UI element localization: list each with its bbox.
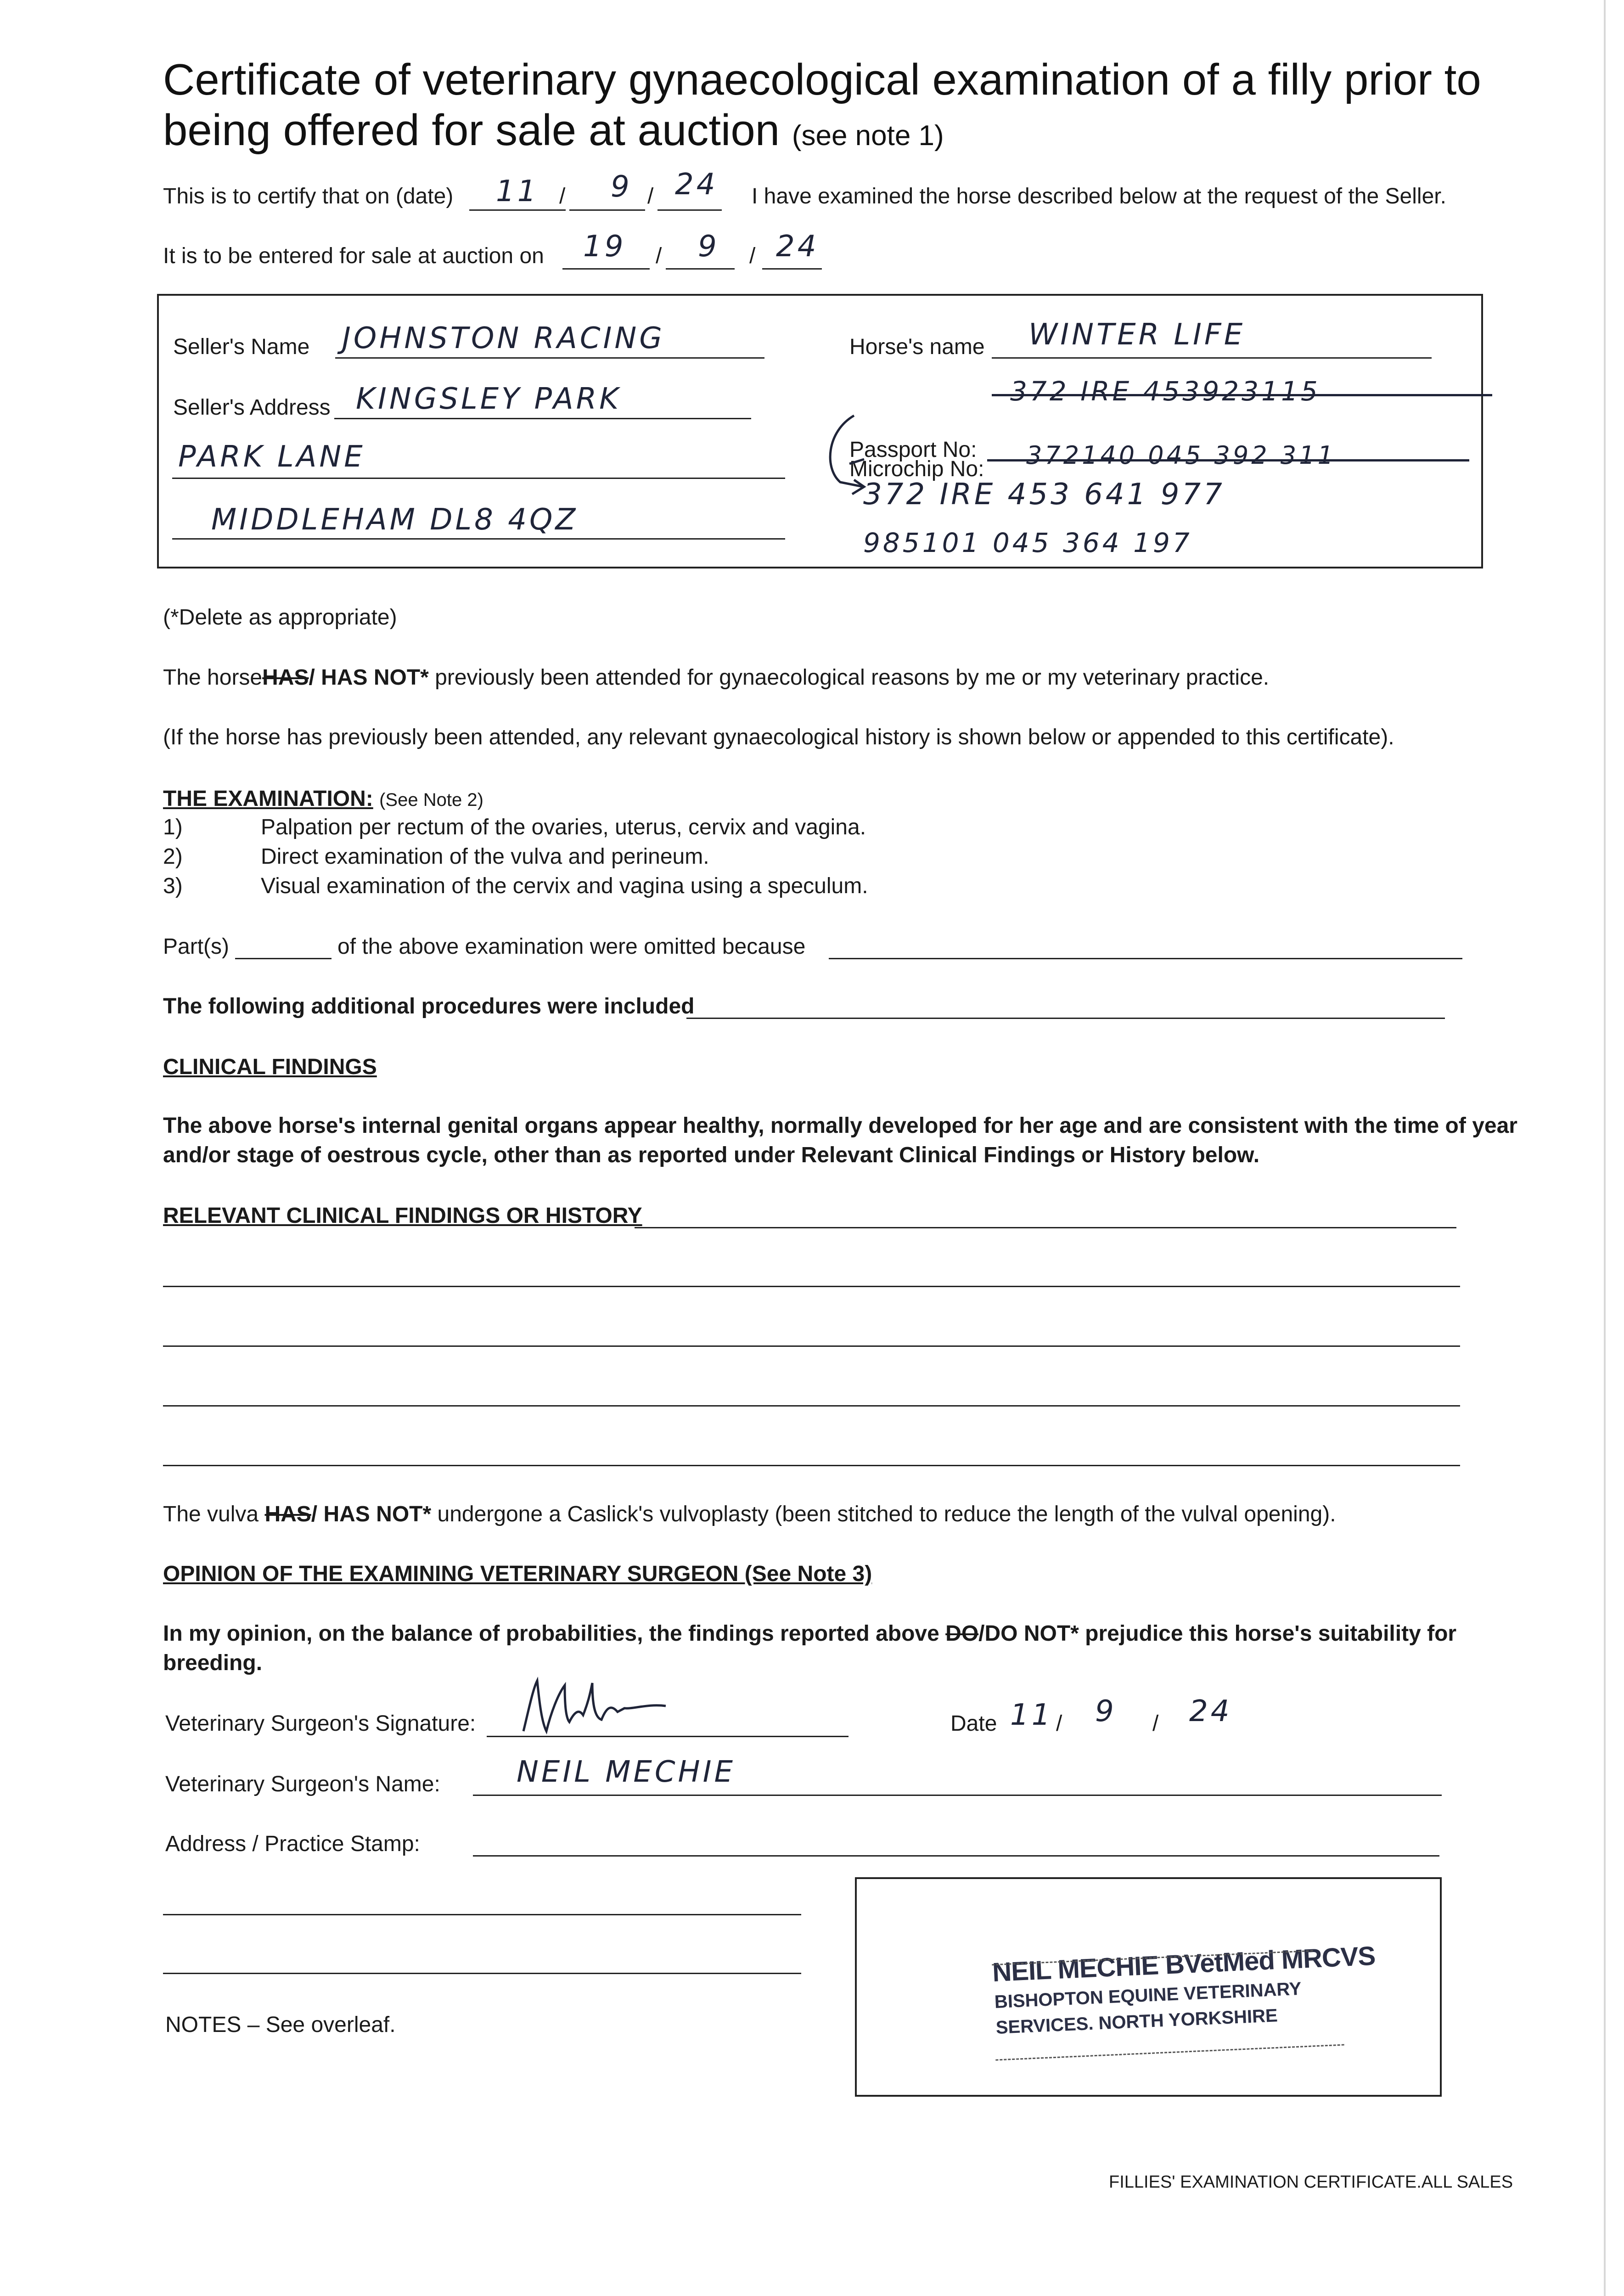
additional-line	[686, 1018, 1445, 1019]
vulva-suffix: undergone a Caslick's vulvoplasty (been stitched to reduce the length of the vulval opening).	[437, 1502, 1336, 1526]
page-edge	[1604, 0, 1606, 2296]
opinion-line1	[163, 1620, 1456, 1648]
auction-sep2: /	[749, 244, 756, 268]
signature-date-label: Date	[950, 1711, 997, 1736]
address-line-2	[163, 1973, 801, 1974]
vulva-struck: HAS	[264, 1502, 311, 1526]
examination-heading	[163, 785, 483, 814]
microchip-struck-value: 372140 045 392 311	[1026, 441, 1336, 470]
certify-sep1: /	[559, 184, 566, 208]
seller-address-line2: PARK LANE	[178, 440, 365, 474]
notes-label: NOTES – See overleaf.	[165, 2013, 396, 2037]
exam-item-2-text: Direct examination of the vulva and perineum.	[261, 844, 709, 869]
seller-address-line1-rule	[334, 418, 751, 419]
seller-address-line2-rule	[172, 478, 785, 479]
auction-year-line	[762, 268, 822, 270]
microchip-correction: 985101 045 364 197	[863, 527, 1192, 558]
relevant-line-0	[635, 1227, 1456, 1228]
address-line-0	[473, 1855, 1439, 1857]
surgeon-name-line	[473, 1795, 1442, 1796]
certify-month-line	[569, 209, 645, 211]
attended-prefix: The horse	[163, 665, 263, 690]
title-line2	[163, 105, 944, 162]
auction-day: 19	[583, 230, 626, 264]
clinical-statement-line1: The above horse's internal genital organs appear healthy, normally developed for her age and are consistent with the time of year	[163, 1114, 1517, 1138]
correction-arrow-icon	[822, 413, 868, 523]
passport-label: Passport No:	[849, 438, 977, 462]
stamp-line1: NEIL MECHIE BVetMed MRCVS	[992, 1941, 1376, 1987]
certify-year: 24	[675, 168, 718, 202]
exam-item-2-num: 2)	[163, 844, 183, 869]
seller-address-label: Seller's Address	[173, 395, 331, 420]
certify-suffix: I have examined the horse described below at the request of the Seller.	[752, 184, 1446, 208]
address-line-1	[163, 1914, 801, 1915]
signature-label: Veterinary Surgeon's Signature:	[165, 1711, 476, 1736]
opinion-line2: breeding.	[163, 1651, 263, 1675]
vulva-line	[163, 1501, 1336, 1528]
omitted-parts-line	[235, 958, 332, 959]
relevant-line-3	[163, 1405, 1460, 1407]
omitted-prefix: Part(s)	[163, 934, 229, 959]
attended-bold: / HAS NOT*	[309, 665, 429, 690]
passport-correction: 372 IRE 453 641 977	[863, 478, 1225, 512]
passport-strike-line	[992, 394, 1492, 396]
certify-prefix: This is to certify that on (date)	[163, 184, 454, 208]
signature-date-year: 24	[1189, 1694, 1232, 1728]
microchip-strike-line	[987, 459, 1469, 461]
opinion-struck: DO	[945, 1621, 979, 1646]
seller-address-line3: MIDDLEHAM DL8 4QZ	[211, 503, 579, 537]
stamp-line3: SERVICES. NORTH YORKSHIRE	[995, 2005, 1278, 2038]
seller-name-line	[335, 357, 764, 359]
auction-day-line	[562, 268, 650, 270]
relevant-line-1	[163, 1286, 1460, 1287]
title-line2-text: being offered for sale at auction	[163, 106, 780, 155]
vulva-prefix: The vulva	[163, 1502, 259, 1526]
title-line1: Certificate of veterinary gynaecological examination of a filly prior to	[163, 55, 1481, 104]
signature-date-day: 11	[1010, 1698, 1053, 1732]
certify-day: 11	[496, 174, 539, 208]
auction-month-line	[666, 268, 735, 270]
horse-name-label: Horse's name	[849, 335, 985, 359]
microchip-label: Microchip No:	[849, 457, 984, 481]
opinion-bold: /DO NOT*	[978, 1621, 1079, 1646]
signature-date-sep1: /	[1056, 1711, 1062, 1736]
omitted-middle: of the above examination were omitted because	[337, 934, 806, 959]
attended-struck: HAS	[262, 665, 309, 690]
opinion-suffix: prejudice this horse's suitability for	[1085, 1621, 1457, 1646]
opinion-heading: OPINION OF THE EXAMINING VETERINARY SURGEON (See Note 3)	[163, 1562, 872, 1586]
seller-name-label: Seller's Name	[173, 335, 310, 359]
signature-scribble	[514, 1676, 689, 1740]
clinical-statement-line2: and/or stage of oestrous cycle, other than as reported under Relevant Clinical Findings or History below.	[163, 1143, 1260, 1167]
seller-address-line3-rule	[172, 538, 785, 540]
auction-prefix: It is to be entered for sale at auction on	[163, 244, 544, 268]
surgeon-name-label: Veterinary Surgeon's Name:	[165, 1772, 440, 1796]
omitted-reason-line	[829, 958, 1462, 959]
attended-line	[163, 664, 1269, 692]
examination-heading-text: THE EXAMINATION:	[163, 787, 373, 811]
signature-date-sep2: /	[1152, 1711, 1159, 1736]
history-note: (If the horse has previously been attended, any relevant gynaecological history is shown below or appended to this certificate).	[163, 725, 1394, 749]
attended-suffix: previously been attended for gynaecological reasons by me or my veterinary practice.	[435, 665, 1270, 690]
footer-label: FILLIES' EXAMINATION CERTIFICATE.ALL SALES	[1109, 2172, 1513, 2192]
stamp-line2: BISHOPTON EQUINE VETERINARY	[994, 1978, 1302, 2012]
exam-item-1-text: Palpation per rectum of the ovaries, uterus, cervix and vagina.	[261, 815, 866, 839]
seller-address-line1: KINGSLEY PARK	[356, 382, 622, 416]
surgeon-name-value: NEIL MECHIE	[517, 1755, 736, 1789]
vulva-bold: / HAS NOT*	[311, 1502, 432, 1526]
title-note: (see note 1)	[792, 120, 944, 152]
horse-name-value: WINTER LIFE	[1028, 318, 1246, 352]
exam-item-3-num: 3)	[163, 874, 183, 898]
horse-name-line	[992, 357, 1432, 359]
relevant-heading: RELEVANT CLINICAL FINDINGS OR HISTORY	[163, 1204, 642, 1228]
certify-year-line	[657, 209, 722, 211]
certify-sep2: /	[647, 184, 654, 208]
clinical-heading: CLINICAL FINDINGS	[163, 1055, 377, 1079]
certify-month: 9	[611, 170, 632, 204]
relevant-line-2	[163, 1345, 1460, 1347]
opinion-prefix: In my opinion, on the balance of probabilities, the findings reported above	[163, 1621, 939, 1646]
additional-label: The following additional procedures were included	[163, 994, 695, 1019]
signature-date-month: 9	[1095, 1694, 1117, 1728]
exam-item-1-num: 1)	[163, 815, 183, 839]
auction-month: 9	[698, 230, 719, 264]
exam-item-3-text: Visual examination of the cervix and vagina using a speculum.	[261, 874, 868, 898]
passport-struck-value: 372 IRE 453923115	[1010, 376, 1321, 407]
auction-sep1: /	[656, 244, 662, 268]
certify-day-line	[469, 209, 566, 211]
examination-note: (See Note 2)	[379, 790, 483, 810]
delete-note: (*Delete as appropriate)	[163, 605, 397, 630]
auction-year: 24	[776, 230, 819, 264]
address-stamp-label: Address / Practice Stamp:	[165, 1832, 420, 1856]
seller-name-value: JOHNSTON RACING	[342, 321, 665, 355]
relevant-line-4	[163, 1465, 1460, 1466]
